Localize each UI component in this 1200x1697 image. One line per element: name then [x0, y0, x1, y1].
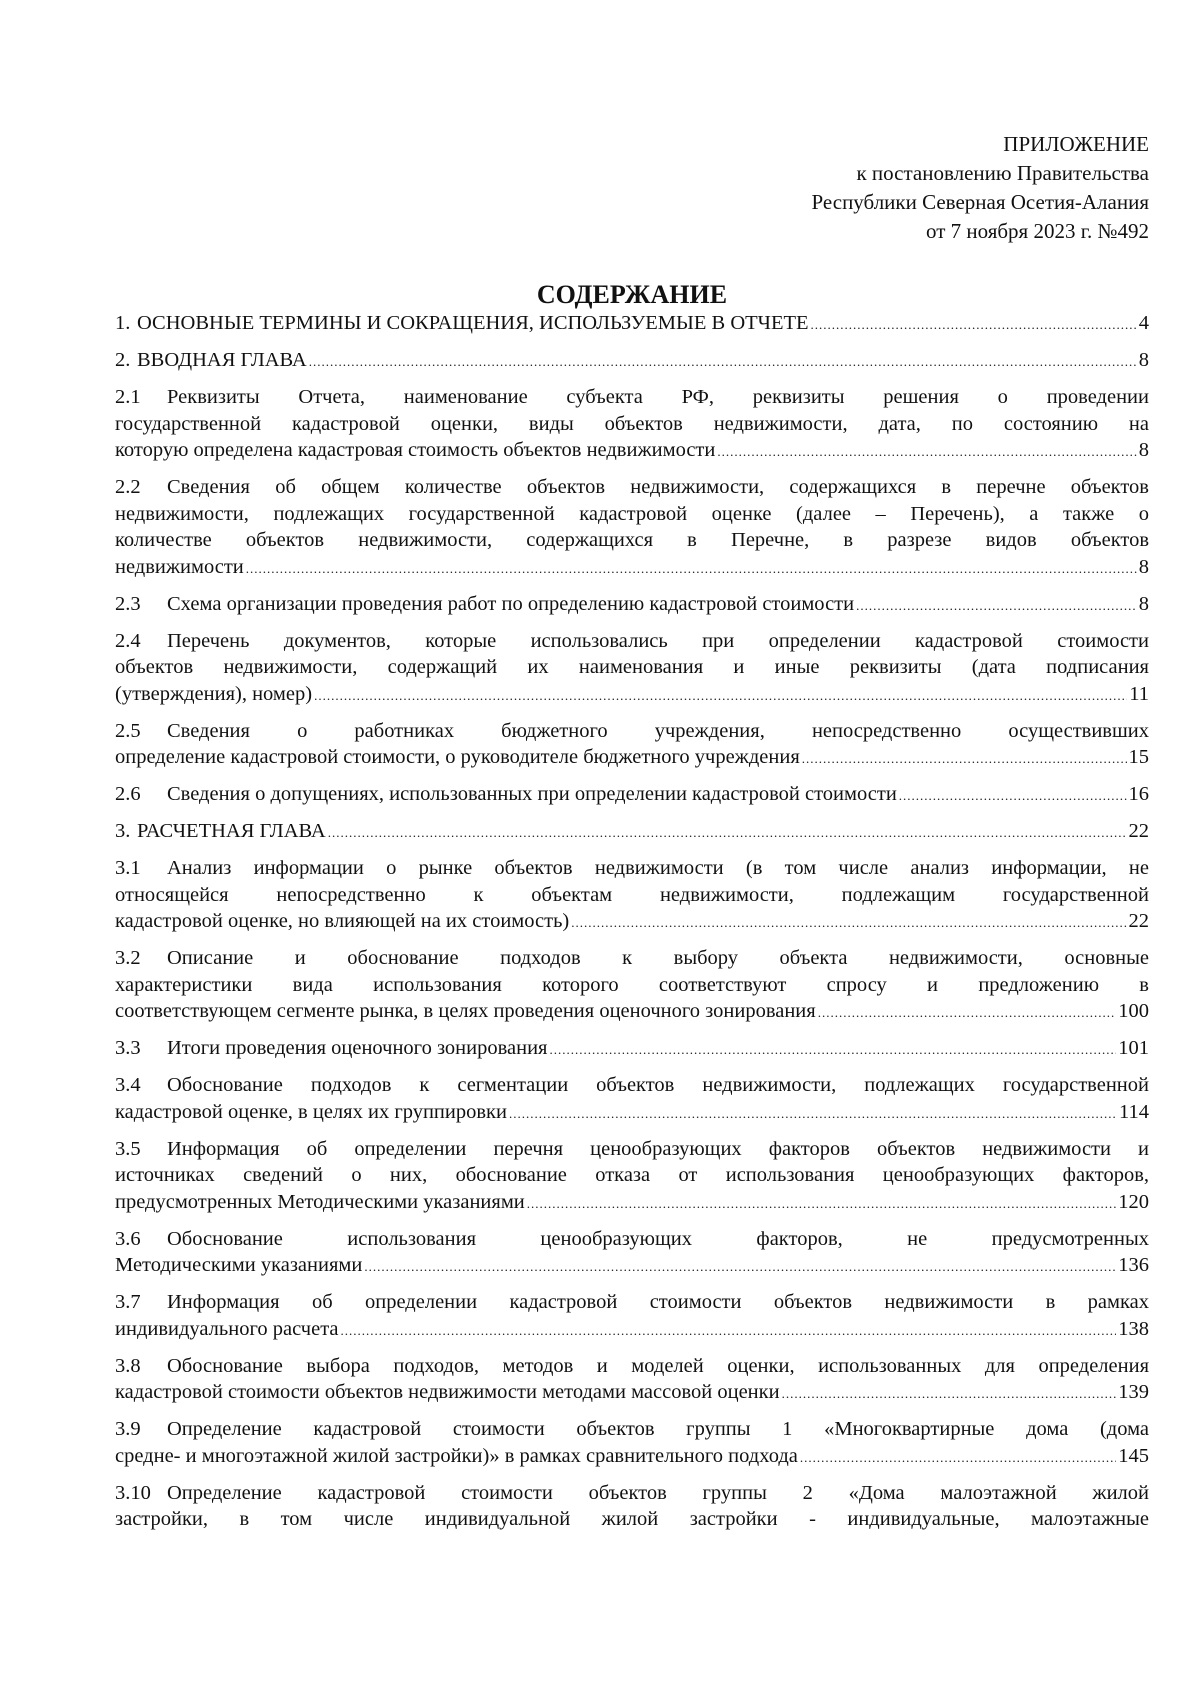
toc-entry-title: ВВОДНАЯ ГЛАВА — [137, 349, 307, 371]
toc-entry-text: Информация об определении кадастровой стоимости объектов недвижимости в рамках — [167, 1291, 1149, 1313]
toc-entry-title: Сведения о допущениях, использованных при определении кадастровой стоимости — [167, 783, 897, 805]
toc-entry-line — [115, 628, 1149, 655]
toc-entry-last-line — [115, 347, 1149, 376]
dot-leader — [550, 1037, 1117, 1064]
toc-entry-text: Обоснование использования ценообразующих факторов, не предусмотренных — [167, 1227, 1149, 1250]
toc-entry[interactable] — [115, 1226, 1149, 1281]
toc-page-number: 139 — [1118, 1381, 1149, 1403]
toc-entry-number: 2.1 — [115, 386, 141, 408]
toc-page-number: 16 — [1128, 783, 1149, 805]
toc-entry-title: недвижимости — [115, 555, 244, 578]
toc-entry-title: которую определена кадастровая стоимость объектов недвижимости — [115, 439, 716, 461]
toc-entry-line — [115, 718, 1149, 745]
approval-line: к постановлению Правительства — [856, 161, 1149, 185]
toc-entry[interactable] — [115, 310, 1149, 339]
toc-entry-title: кадастровой стоимости объектов недвижимости методами массовой оценки — [115, 1381, 780, 1403]
toc-entry[interactable] — [115, 1072, 1149, 1127]
toc-page-number: 15 — [1128, 746, 1149, 768]
toc-entry-last-line — [115, 437, 1149, 466]
toc-entry-line — [115, 527, 1149, 554]
toc-entry-title: Итоги проведения оценочного зонирования — [167, 1037, 548, 1059]
toc-entry-line — [115, 474, 1149, 501]
approval-block — [115, 130, 1149, 246]
dot-leader — [818, 1000, 1117, 1027]
toc-entry-last-line — [115, 818, 1149, 847]
toc-entry[interactable] — [115, 474, 1149, 582]
toc-entry-number: 3.10 — [115, 1481, 151, 1504]
toc-entry[interactable] — [115, 1480, 1149, 1533]
toc-entry-title: РАСЧЕТНАЯ ГЛАВА — [137, 820, 326, 842]
toc-entry-line — [115, 855, 1149, 882]
dot-leader — [509, 1101, 1117, 1128]
dot-leader — [717, 439, 1136, 466]
toc-entry-text: Анализ информации о рынке объектов недвижимости (в том числе анализ информации, не — [167, 857, 1149, 879]
toc-entry-text: Перечень документов, которые использовались при определении кадастровой стоимости — [167, 629, 1149, 652]
toc-entry-line — [115, 1353, 1149, 1380]
toc-entry-last-line — [115, 1443, 1149, 1472]
toc-entry-line — [115, 1226, 1149, 1253]
toc-entry-text: Определение кадастровой стоимости объектов группы 1 «Многоквартирные дома (дома — [167, 1418, 1149, 1440]
toc-entry-text: Сведения о работниках бюджетного учреждения, непосредственно осуществивших — [167, 719, 1149, 742]
toc-entry[interactable] — [115, 718, 1149, 773]
toc-entry[interactable] — [115, 384, 1149, 466]
toc-entry-number: 3.8 — [115, 1354, 141, 1377]
toc-entry[interactable] — [115, 1136, 1149, 1218]
dot-leader — [571, 910, 1126, 937]
toc-entry-title: индивидуального расчета — [115, 1317, 339, 1340]
toc-entry-number: 3.7 — [115, 1291, 141, 1313]
dot-leader — [527, 1191, 1116, 1218]
dot-leader — [309, 349, 1137, 376]
dot-leader — [802, 746, 1127, 773]
toc-page-number: 138 — [1118, 1317, 1149, 1340]
toc-entry-text: Определение кадастровой стоимости объектов группы 2 «Дома малоэтажной жилой — [167, 1481, 1149, 1504]
toc-entry-line — [115, 1416, 1149, 1443]
toc-entry[interactable] — [115, 781, 1149, 810]
toc-entry-text: характеристики вида использования которого соответствуют спросу и предложению в — [115, 973, 1149, 996]
toc-page-number: 11 — [1129, 682, 1149, 705]
toc-entry-last-line — [115, 908, 1149, 937]
toc-entry-title: Методическими указаниями — [115, 1254, 363, 1276]
toc-entry-number: 2.3 — [115, 592, 141, 615]
toc-entry-line — [115, 972, 1149, 999]
dot-leader — [314, 683, 1127, 710]
toc-entry-title: соответствующем сегменте рынка, в целях проведения оценочного зонирования — [115, 1000, 816, 1022]
toc-entry-last-line — [115, 1035, 1149, 1064]
toc-entry-number: 3.6 — [115, 1227, 141, 1250]
dot-leader — [811, 312, 1137, 339]
toc-entry[interactable] — [115, 628, 1149, 710]
toc-entry-last-line — [115, 1379, 1149, 1408]
toc-entry-line — [115, 1136, 1149, 1163]
toc-entry-last-line — [115, 1189, 1149, 1218]
toc-entry-text: Сведения об общем количестве объектов недвижимости, содержащихся в перечне объектов — [167, 476, 1149, 498]
toc-entry-number: 3.4 — [115, 1074, 141, 1096]
toc-entry[interactable] — [115, 1353, 1149, 1408]
toc-entry-line — [115, 1162, 1149, 1189]
toc-entry-last-line — [115, 554, 1149, 583]
toc-page-number: 22 — [1128, 820, 1149, 842]
toc-entry-line — [115, 1480, 1149, 1507]
toc-page-number: 100 — [1118, 1000, 1149, 1022]
toc-entry[interactable] — [115, 1289, 1149, 1344]
toc-entry[interactable] — [115, 1035, 1149, 1064]
toc-entry-text: государственной кадастровой оценки, виды объектов недвижимости, дата, по состоянию на — [115, 412, 1149, 435]
toc-entry-last-line — [115, 744, 1149, 773]
toc-page-number: 4 — [1138, 312, 1149, 334]
dot-leader — [364, 1254, 1116, 1281]
toc-entry-text: Обоснование выбора подходов, методов и моделей оценки, использованных для определения — [167, 1354, 1149, 1377]
toc-entry-text: Информация об определении перечня ценообразующих факторов объектов недвижимости и — [167, 1137, 1149, 1160]
toc-entry-number: 3. — [115, 820, 131, 842]
toc-entry-text: Реквизиты Отчета, наименование субъекта РФ, реквизиты решения о проведении — [167, 386, 1149, 408]
toc-entry-title: определение кадастровой стоимости, о руководителе бюджетного учреждения — [115, 746, 800, 768]
toc-entry-title: средне- и многоэтажной жилой застройки)» в рамках сравнительного подхода — [115, 1444, 798, 1467]
toc-title: СОДЕРЖАНИЕ — [536, 280, 728, 309]
toc-entry-number: 2. — [115, 349, 131, 371]
toc-entry-last-line — [115, 310, 1149, 339]
toc-entry-line — [115, 1506, 1149, 1533]
toc-entry-text: Описание и обоснование подходов к выбору объекта недвижимости, основные — [167, 947, 1149, 969]
toc-entry-text: Обоснование подходов к сегментации объектов недвижимости, подлежащих государственной — [167, 1074, 1149, 1096]
toc-entry-title: (утверждения), номер) — [115, 682, 313, 705]
toc-entry[interactable] — [115, 945, 1149, 1027]
toc-entry-number: 2.2 — [115, 476, 141, 498]
toc-entry-last-line — [115, 998, 1149, 1027]
toc-entry[interactable] — [115, 1416, 1149, 1471]
toc-page-number: 8 — [1138, 349, 1149, 371]
toc-entry-line — [115, 1072, 1149, 1099]
toc-entry[interactable] — [115, 855, 1149, 937]
toc-page-number: 8 — [1138, 592, 1149, 615]
toc-entry-title: ОСНОВНЫЕ ТЕРМИНЫ И СОКРАЩЕНИЯ, ИСПОЛЬЗУЕМЫЕ В ОТЧЕТЕ — [137, 312, 809, 334]
toc-entry-title: Схема организации проведения работ по определению кадастровой стоимости — [167, 592, 855, 615]
toc-page-number: 22 — [1128, 910, 1149, 932]
toc-entry-line — [115, 654, 1149, 681]
dot-leader — [800, 1445, 1116, 1472]
toc-entry-text: недвижимости, подлежащих государственной кадастровой оценке (далее – Перечень), а также о — [115, 502, 1149, 525]
dot-leader — [856, 593, 1137, 620]
toc-entry-number: 2.5 — [115, 719, 141, 742]
approval-heading: ПРИЛОЖЕНИЕ — [1003, 132, 1149, 156]
toc-entry-last-line — [115, 781, 1149, 810]
dot-leader — [899, 783, 1127, 810]
approval-line: Республики Северная Осетия-Алания — [811, 190, 1149, 214]
toc-page-number: 136 — [1118, 1254, 1149, 1276]
toc-entry[interactable] — [115, 347, 1149, 376]
toc-page-number: 114 — [1119, 1100, 1149, 1123]
toc-entry[interactable] — [115, 818, 1149, 847]
toc-page-number: 120 — [1118, 1190, 1149, 1213]
table-of-contents — [115, 310, 1149, 1533]
toc-entry-last-line — [115, 681, 1149, 710]
toc-entry-line — [115, 945, 1149, 972]
toc-entry-number: 3.2 — [115, 947, 141, 969]
dot-leader — [328, 820, 1127, 847]
toc-entry-line — [115, 882, 1149, 909]
toc-entry-last-line — [115, 1316, 1149, 1345]
toc-entry-line — [115, 411, 1149, 438]
document-page — [115, 130, 1149, 1541]
toc-entry-line — [115, 501, 1149, 528]
toc-page-number: 101 — [1118, 1037, 1149, 1059]
toc-entry-line — [115, 384, 1149, 411]
toc-page-number: 8 — [1138, 439, 1149, 461]
toc-entry-number: 2.4 — [115, 629, 141, 652]
toc-entry-number: 3.5 — [115, 1137, 141, 1160]
toc-entry-number: 3.9 — [115, 1418, 141, 1440]
toc-entry-number: 3.1 — [115, 857, 141, 879]
toc-entry-text: источниках сведений о них, обоснование отказа от использования ценообразующих факторов, — [115, 1164, 1149, 1186]
toc-entry-last-line — [115, 1252, 1149, 1281]
toc-entry-number: 3.3 — [115, 1037, 141, 1059]
toc-entry-text: объектов недвижимости, содержащий их наименования и иные реквизиты (дата подписания — [115, 656, 1149, 678]
toc-page-number: 8 — [1138, 555, 1149, 578]
toc-entry-line — [115, 1289, 1149, 1316]
toc-entry-last-line — [115, 1099, 1149, 1128]
dot-leader — [782, 1381, 1117, 1408]
toc-entry-number: 1. — [115, 312, 131, 334]
toc-page-number: 145 — [1118, 1444, 1149, 1467]
toc-entry-title: кадастровой оценке, в целях их группировки — [115, 1100, 507, 1123]
toc-entry-text: количестве объектов недвижимости, содержащихся в Перечне, в разрезе видов объектов — [115, 529, 1149, 551]
toc-entry-last-line — [115, 591, 1149, 620]
toc-entry-title: предусмотренных Методическими указаниями — [115, 1190, 525, 1213]
dot-leader — [246, 556, 1137, 583]
toc-entry-number: 2.6 — [115, 783, 141, 805]
approval-date: от 7 ноября 2023 г. №492 — [925, 219, 1149, 243]
toc-entry-text: относящейся непосредственно к объектам недвижимости, подлежащим государственной — [115, 883, 1149, 906]
toc-entry-text: застройки, в том числе индивидуальной жилой застройки - индивидуальные, малоэтажные — [115, 1508, 1149, 1530]
toc-entry-title: кадастровой оценке, но влияющей на их стоимость) — [115, 910, 570, 932]
toc-entry[interactable] — [115, 591, 1149, 620]
dot-leader — [341, 1318, 1117, 1345]
